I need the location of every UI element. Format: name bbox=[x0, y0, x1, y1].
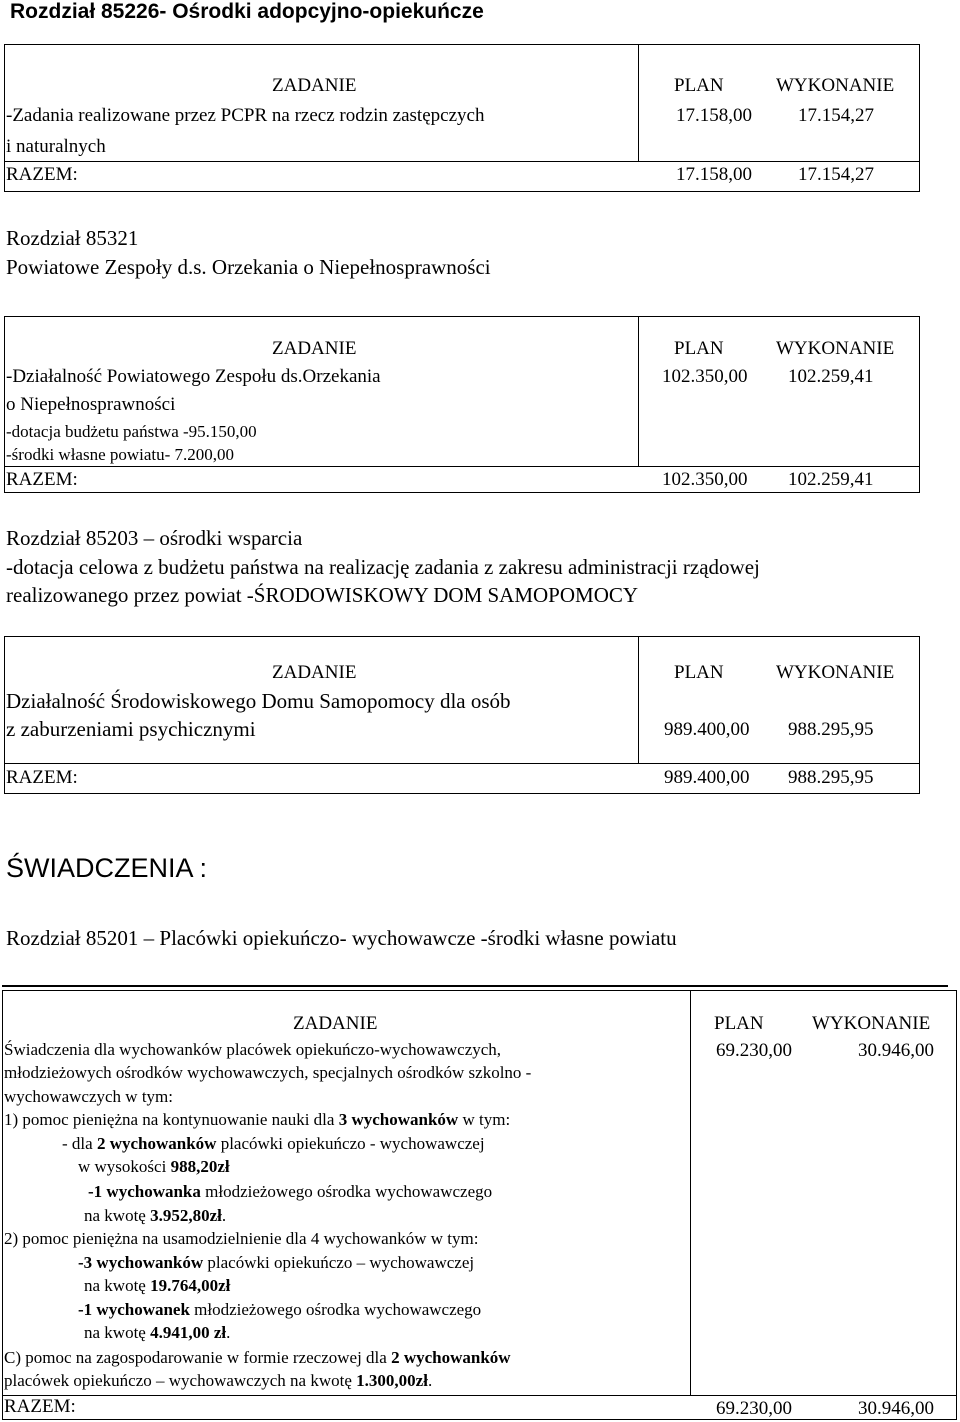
benefit-line: młodzieżowych ośrodków wychowawczych, specjalnych ośrodków szkolno - bbox=[4, 1063, 532, 1082]
wykonanie-value: 102.259,41 bbox=[788, 366, 874, 387]
task-description-cont: z zaburzeniami psychicznymi bbox=[6, 717, 256, 741]
razem-label: RAZEM: bbox=[6, 164, 78, 185]
section-85203-title: Rozdział 85203 – ośrodki wsparcia bbox=[6, 526, 303, 550]
benefit-line: 1) pomoc pieniężna na kontynuowanie nauki dla 3 wychowanków w tym: bbox=[4, 1110, 511, 1129]
razem-wykonanie: 988.295,95 bbox=[788, 767, 874, 788]
section-85321-title: Rozdział 85321 bbox=[6, 226, 139, 250]
header-zadanie: ZADANIE bbox=[272, 338, 357, 359]
table-divider bbox=[638, 636, 639, 763]
task-description-cont: i naturalnych bbox=[6, 136, 106, 157]
razem-wykonanie: 102.259,41 bbox=[788, 469, 874, 490]
header-plan: PLAN bbox=[674, 338, 724, 359]
benefit-line: wychowawczych w tym: bbox=[4, 1087, 174, 1106]
plan-value: 102.350,00 bbox=[662, 366, 748, 387]
table-divider bbox=[638, 44, 639, 161]
header-zadanie: ZADANIE bbox=[272, 75, 357, 96]
header-plan: PLAN bbox=[674, 75, 724, 96]
razem-label: RAZEM: bbox=[6, 767, 78, 788]
razem-label: RAZEM: bbox=[4, 1396, 76, 1417]
task-description: -Działalność Powiatowego Zespołu ds.Orzekania bbox=[6, 366, 381, 387]
benefit-line: na kwotę 3.952,80zł. bbox=[84, 1206, 227, 1225]
plan-value: 69.230,00 bbox=[716, 1040, 792, 1061]
wykonanie-value: 988.295,95 bbox=[788, 719, 874, 740]
funding-line: -dotacja budżetu państwa -95.150,00 bbox=[6, 422, 257, 441]
razem-plan: 102.350,00 bbox=[662, 469, 748, 490]
section-85201-title: Rozdział 85201 – Placówki opiekuńczo- wychowawcze -środki własne powiatu bbox=[6, 926, 677, 950]
header-zadanie: ZADANIE bbox=[293, 1013, 378, 1034]
table-divider bbox=[638, 316, 639, 466]
benefit-line: Świadczenia dla wychowanków placówek opiekuńczo-wychowawczych, bbox=[4, 1040, 502, 1059]
table-divider bbox=[690, 990, 691, 1395]
benefit-line: na kwotę 4.941,00 zł. bbox=[84, 1323, 231, 1342]
swiadczenia-heading: ŚWIADCZENIA : bbox=[6, 853, 208, 883]
razem-wykonanie: 17.154,27 bbox=[798, 164, 874, 185]
benefit-line: - dla 2 wychowanków placówki opiekuńczo - wychowawczej bbox=[62, 1134, 485, 1153]
task-description: Działalność Środowiskowego Domu Samopomocy dla osób bbox=[6, 689, 511, 713]
benefit-line: C) pomoc na zagospodarowanie w formie rzeczowej dla 2 wychowanków bbox=[4, 1348, 511, 1367]
task-description: -Zadania realizowane przez PCPR na rzecz rodzin zastępczych bbox=[6, 105, 485, 126]
benefit-line: 2) pomoc pieniężna na usamodzielnienie dla 4 wychowanków w tym: bbox=[4, 1229, 479, 1248]
plan-value: 989.400,00 bbox=[664, 719, 750, 740]
benefit-line: w wysokości 988,20zł bbox=[78, 1157, 230, 1176]
funding-line: -środki własne powiatu- 7.200,00 bbox=[6, 445, 235, 464]
section-85321-subtitle: Powiatowe Zespoły d.s. Orzekania o Niepełnosprawności bbox=[6, 255, 491, 279]
section-85226-title: Rozdział 85226- Ośrodki adopcyjno-opiekuńcze bbox=[10, 0, 484, 23]
header-zadanie: ZADANIE bbox=[272, 662, 357, 683]
benefit-line: na kwotę 19.764,00zł bbox=[84, 1276, 231, 1295]
header-wykonanie: WYKONANIE bbox=[776, 338, 895, 359]
razem-label: RAZEM: bbox=[6, 469, 78, 490]
section-85203-desc: -dotacja celowa z budżetu państwa na realizację zadania z zakresu administracji rządowej bbox=[6, 555, 760, 579]
benefit-line: placówek opiekuńczo – wychowawczych na kwotę 1.300,00zł. bbox=[4, 1371, 433, 1390]
benefit-line: -1 wychowanka młodzieżowego ośrodka wychowawczego bbox=[88, 1182, 493, 1201]
section-85203-desc-cont: realizowanego przez powiat -ŚRODOWISKOWY DOM SAMOPOMOCY bbox=[6, 583, 639, 607]
razem-plan: 69.230,00 bbox=[716, 1398, 792, 1419]
wykonanie-value: 17.154,27 bbox=[798, 105, 874, 126]
table-divider bbox=[4, 763, 920, 764]
section-rule bbox=[2, 985, 948, 987]
razem-plan: 17.158,00 bbox=[676, 164, 752, 185]
header-wykonanie: WYKONANIE bbox=[812, 1013, 931, 1034]
plan-value: 17.158,00 bbox=[676, 105, 752, 126]
wykonanie-value: 30.946,00 bbox=[858, 1040, 934, 1061]
header-wykonanie: WYKONANIE bbox=[776, 75, 895, 96]
benefit-line: -1 wychowanek młodzieżowego ośrodka wychowawczego bbox=[78, 1300, 482, 1319]
table-divider bbox=[4, 466, 920, 467]
table-divider bbox=[2, 1395, 957, 1396]
task-description-cont: o Niepełnosprawności bbox=[6, 394, 176, 415]
benefit-line: -3 wychowanków placówki opiekuńczo – wychowawczej bbox=[78, 1253, 475, 1272]
header-plan: PLAN bbox=[674, 662, 724, 683]
header-wykonanie: WYKONANIE bbox=[776, 662, 895, 683]
table-divider bbox=[4, 161, 920, 162]
header-plan: PLAN bbox=[714, 1013, 764, 1034]
razem-plan: 989.400,00 bbox=[664, 767, 750, 788]
table-85203 bbox=[4, 636, 920, 794]
razem-wykonanie: 30.946,00 bbox=[858, 1398, 934, 1419]
